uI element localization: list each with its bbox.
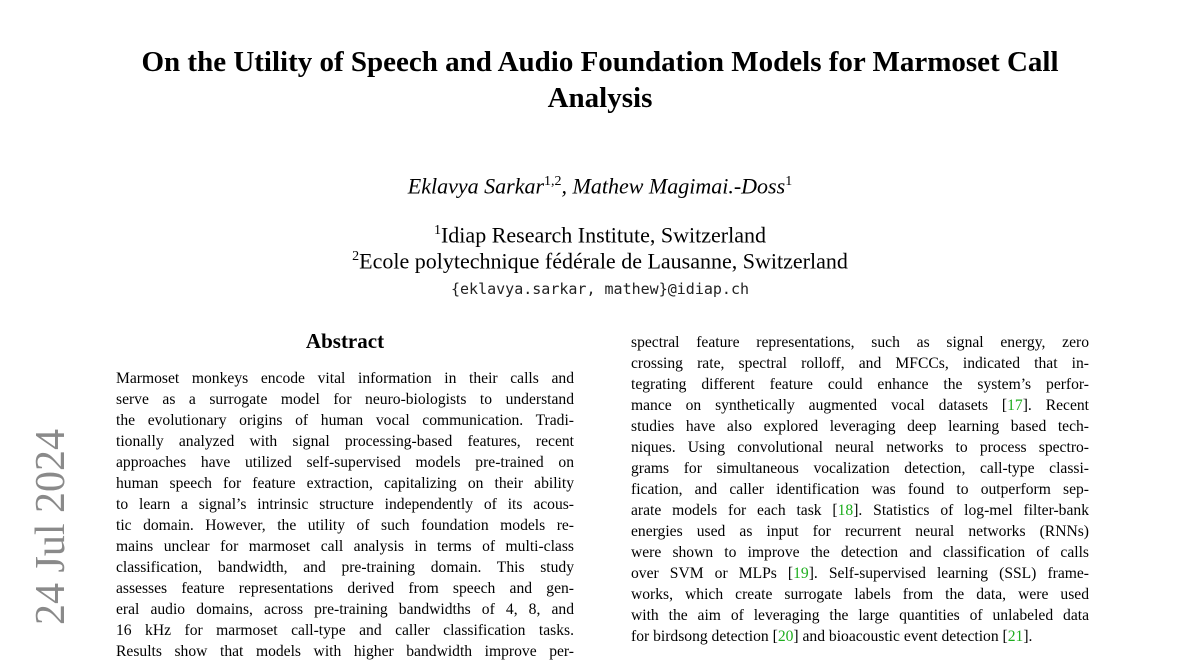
arxiv-date-stamp: 24 Jul 2024 (28, 428, 74, 625)
author-affiliation-mark: 1,2 (544, 174, 562, 189)
citation-link[interactable]: 19 (793, 565, 809, 582)
text-line (631, 395, 1089, 416)
text-line: tic domain. However, the utility of such foundation models re- (116, 517, 574, 534)
author-affiliation-mark: 1 (785, 174, 793, 189)
text-line: serve as a surrogate model for neuro-biologists to understand (116, 391, 574, 408)
text-segment: ]. (1023, 628, 1033, 645)
text-line: 16 kHz for marmoset call-type and caller classification tasks. (116, 622, 574, 639)
affiliation-text: Ecole polytechnique fédérale de Lausanne, Switzerland (359, 248, 848, 274)
paper-title (100, 44, 1100, 116)
text-line: classification, bandwidth, and pre-training domain. This study (116, 559, 574, 576)
text-segment: over SVM or MLPs [ (631, 565, 794, 582)
text-segment: ]. Statistics of log-mel filter-bank (853, 502, 1089, 519)
author-name: Eklavya Sarkar (407, 173, 545, 199)
abstract-heading: Abstract (305, 329, 385, 353)
text-segment: ] and bioacoustic event detection [ (793, 628, 1008, 645)
affiliation-mark: 2 (352, 249, 360, 264)
affiliation-text: Idiap Research Institute, Switzerland (440, 222, 766, 248)
text-line: studies have also explored leveraging deep learning based tech- (631, 418, 1089, 435)
affiliation-2 (0, 244, 1200, 274)
text-line: crossing rate, spectral rolloff, and MFCCs, indicated that in- (631, 355, 1089, 372)
citation-link[interactable]: 18 (837, 502, 854, 519)
author-name: Mathew Magimai.-Doss (572, 173, 786, 199)
author-list: Eklavya Sarkar$^{1,2}$, Mathew Magimai.-Doss$^1$ (407, 173, 793, 199)
text-segment: arate models for each task [ (631, 502, 838, 519)
text-line: spectral feature representations, such as signal energy, zero (631, 334, 1089, 351)
text-segment: ]. Recent (1022, 397, 1089, 414)
text-line: tegrating different feature could enhance the system’s perfor- (631, 376, 1089, 393)
text-segment: for birdsong detection [ (631, 628, 778, 645)
text-segment: ]. Self-supervised learning (SSL) frame- (808, 565, 1090, 582)
text-line: the evolutionary origins of human vocal communication. Tradi- (116, 412, 574, 429)
text-line: were shown to improve the detection and classification of calls (631, 544, 1089, 561)
text-line: approaches have utilized self-supervised models pre-trained on (116, 454, 574, 471)
text-line (631, 563, 1089, 584)
citation-link[interactable]: 21 (1007, 628, 1024, 645)
text-segment: mance on synthetically augmented vocal datasets [ (631, 397, 1008, 414)
text-line: tionally analyzed with signal processing-based features, recent (116, 433, 574, 450)
text-line (631, 626, 1089, 647)
text-line (631, 500, 1089, 521)
text-line: works, which create surrogate labels from the data, were used (631, 586, 1089, 603)
text-line: eral audio domains, across pre-training bandwidths of 4, 8, and (116, 601, 574, 618)
text-line: grams for simultaneous vocalization detection, call-type classi- (631, 460, 1089, 477)
title-line-1: On the Utility of Speech and Audio Foundation Models for Marmoset Call (141, 46, 1059, 78)
text-line: fication, and caller identification was found to outperform sep- (631, 481, 1089, 498)
citation-link[interactable]: 17 (1007, 397, 1023, 414)
title-line-2: Analysis (547, 82, 653, 114)
text-line: Marmoset monkeys encode vital information in their calls and (116, 370, 574, 387)
text-line: energies used as input for recurrent neural networks (RNNs) (631, 523, 1089, 540)
text-line: with the aim of leveraging the large quantities of unlabeled data (631, 607, 1089, 624)
affiliation-mark: 1 (433, 223, 441, 238)
text-line: mains unclear for marmoset call analysis in terms of multi-class (116, 538, 574, 555)
introduction-body (631, 332, 1089, 647)
author-email[interactable]: {eklavya.sarkar, mathew}@idiap.ch (450, 280, 749, 298)
citation-link[interactable]: 20 (777, 628, 794, 645)
text-line: assesses feature representations derived from speech and gen- (116, 580, 574, 597)
text-line: niques. Using convolutional neural networks to process spectro- (631, 439, 1089, 456)
abstract-body (116, 368, 574, 662)
text-line: human speech for feature extraction, capitalizing on their ability (116, 475, 574, 492)
text-line: Results show that models with higher bandwidth improve per- (116, 643, 574, 660)
text-line: to learn a signal’s intrinsic structure independently of its acous- (116, 496, 574, 513)
